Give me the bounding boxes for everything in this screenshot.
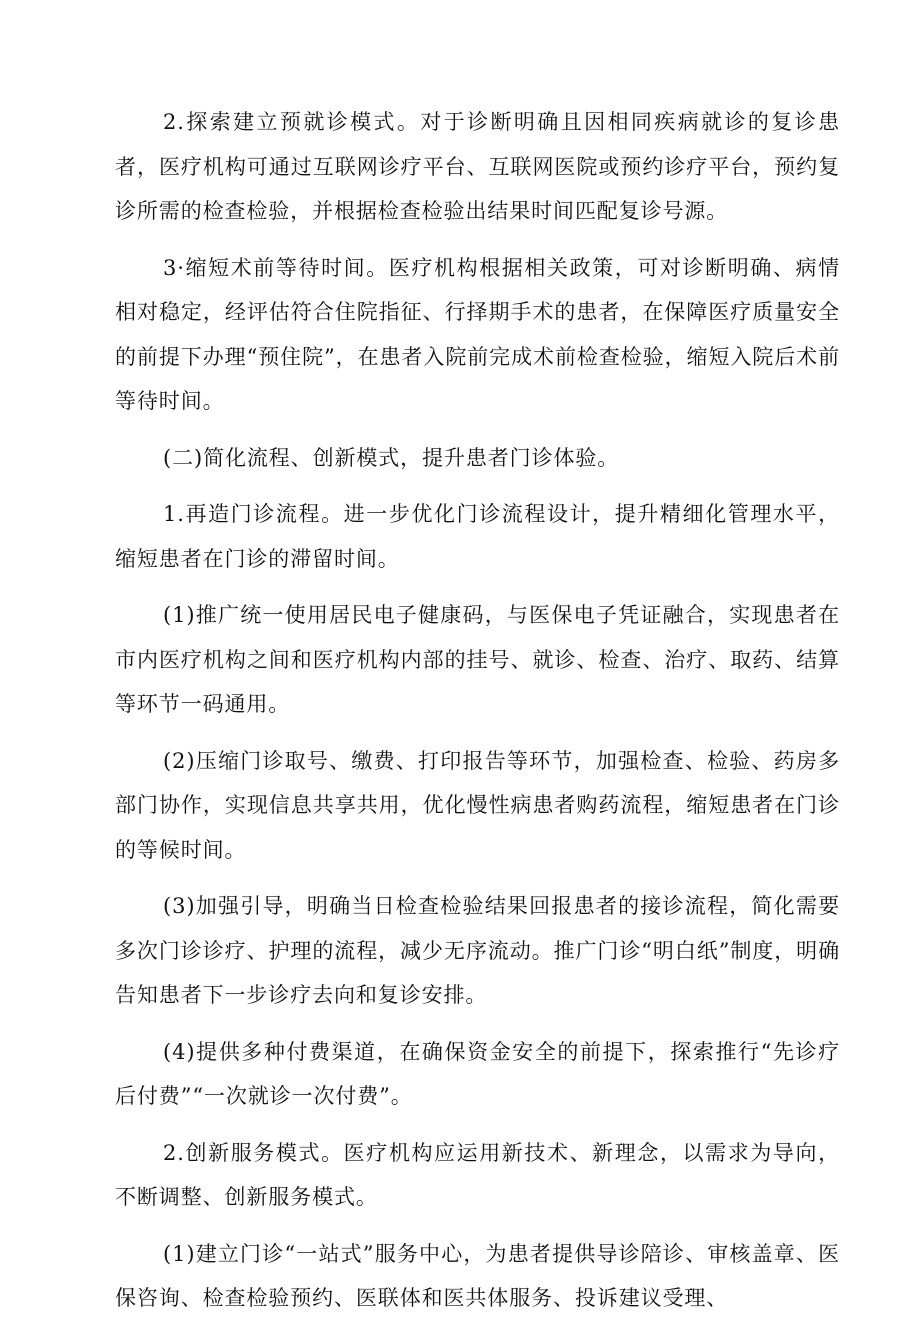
list-item-health-code: (1)推广统一使用居民电子健康码，与医保电子凭证融合，实现患者在市内医疗机构之间和医疗机构内部的挂号、就诊、检查、治疗、取药、结算等环节一码通用。 xyxy=(115,603,840,716)
section-heading-simplify-process: (二)简化流程、创新模式，提升患者门诊体验。 xyxy=(163,445,620,470)
paragraph-innovate-service-model: 2.创新服务模式。医疗机构应运用新技术、新理念，以需求为导向，不断调整、创新服务模式。 xyxy=(115,1140,840,1209)
document-body xyxy=(115,100,840,1333)
list-item-payment-channels: (4)提供多种付费渠道，在确保资金安全的前提下，探索推行“先诊疗后付费”“一次就诊一次付费”。 xyxy=(115,1039,840,1108)
paragraph-explore-pre-consult: 2.探索建立预就诊模式。对于诊断明确且因相同疾病就诊的复诊患者，医疗机构可通过互联网诊疗平台、互联网医院或预约诊疗平台，预约复诊所需的检查检验，并根据检查检验出结果时间匹配复诊号源。 xyxy=(115,110,840,223)
list-item-strengthen-guidance: (3)加强引导，明确当日检查检验结果回报患者的接诊流程，简化需要多次门诊诊疗、护理的流程，减少无序流动。推广门诊“明白纸”制度，明确告知患者下一步诊疗去向和复诊安排。 xyxy=(115,894,840,1007)
paragraph-shorten-preop-wait: 3·缩短术前等待时间。医疗机构根据相关政策，可对诊断明确、病情相对稳定，经评估符合住院指征、行择期手术的患者，在保障医疗质量安全的前提下办理“预住院”，在患者入院前完成术前检查检验，缩短入院后术前等待时间。 xyxy=(115,255,840,413)
list-item-one-stop-center: (1)建立门诊“一站式”服务中心，为患者提供导诊陪诊、审核盖章、医保咨询、检查检验预约、医联体和医共体服务、投诉建议受理、 xyxy=(115,1241,840,1310)
list-item-compress-steps: (2)压缩门诊取号、缴费、打印报告等环节，加强检查、检验、药房多部门协作，实现信息共享共用，优化慢性病患者购药流程，缩短患者在门诊的等候时间。 xyxy=(115,748,840,862)
paragraph-redesign-outpatient-flow: 1.再造门诊流程。进一步优化门诊流程设计，提升精细化管理水平，缩短患者在门诊的滞留时间。 xyxy=(115,502,840,571)
